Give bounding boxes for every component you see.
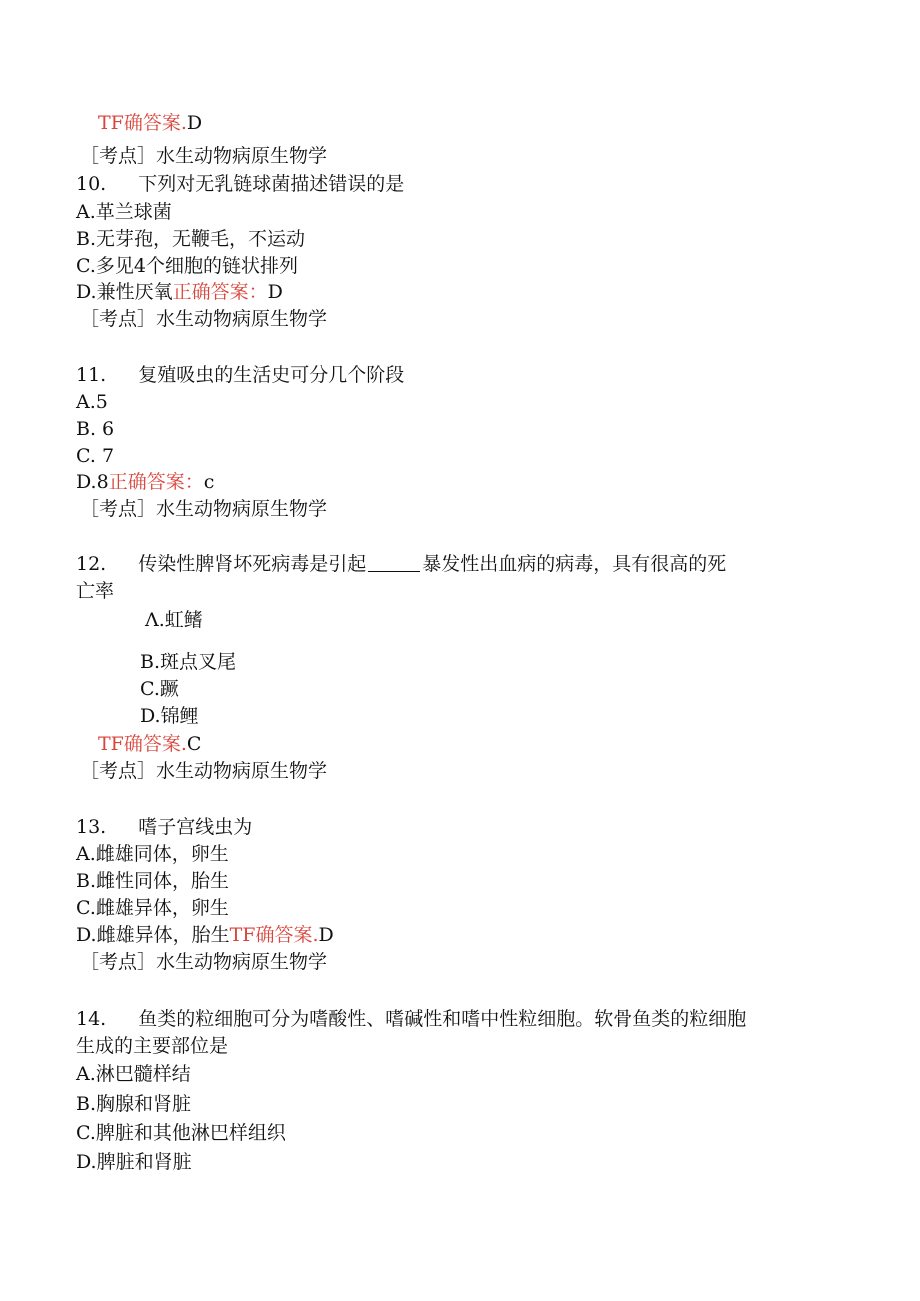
question-text-line2: 生成的主要部位是 xyxy=(76,1035,229,1057)
question-number: 10. xyxy=(76,173,107,195)
topic: ［考点］水生动物病原生物学 xyxy=(80,308,328,330)
option-d xyxy=(76,922,334,948)
answer-value: D xyxy=(318,924,334,946)
topic: ［考点］水生动物病原生物学 xyxy=(80,498,328,520)
question-14 xyxy=(76,1006,746,1032)
option-b: B. 6 xyxy=(76,418,115,440)
option-b: B.无芽孢，无鞭毛，不运动 xyxy=(76,228,306,250)
question-13 xyxy=(76,814,252,840)
question-10 xyxy=(76,171,404,197)
answer xyxy=(98,731,201,757)
option-c: C.雌雄异体，卵生 xyxy=(76,897,229,919)
question-number: 11. xyxy=(76,364,107,386)
option-a: A.5 xyxy=(76,391,108,413)
answer-label: TF确答案. xyxy=(98,112,187,134)
topic: ［考点］水生动物病原生物学 xyxy=(80,951,328,973)
answer-value: D xyxy=(186,112,203,134)
option-d xyxy=(76,279,283,305)
answer-label: TF确答案. xyxy=(98,733,187,755)
option-a: A.雌雄同体，卵生 xyxy=(76,843,229,865)
question-number: 14. xyxy=(76,1008,107,1030)
answer-label: 正确答案： xyxy=(172,281,268,303)
option-a: Λ.虹鳍 xyxy=(145,609,203,631)
topic: ［考点］水生动物病原生物学 xyxy=(80,760,328,782)
option-c: C.脾脏和其他淋巴样组织 xyxy=(76,1122,286,1144)
option-a: A.革兰球菌 xyxy=(76,201,172,223)
option-c: C.蹶 xyxy=(140,678,179,700)
option-d xyxy=(76,469,214,495)
option-b: B.胸腺和肾脏 xyxy=(76,1093,192,1115)
question-12 xyxy=(76,551,726,577)
option-d: D.脾脏和肾脏 xyxy=(76,1151,192,1173)
question-number: 12. xyxy=(76,553,107,575)
question-text: 嗜子宫线虫为 xyxy=(138,816,253,838)
fill-blank xyxy=(368,555,420,572)
answer-value: C xyxy=(186,733,202,755)
prev-topic: ［考点］水生动物病原生物学 xyxy=(80,145,328,167)
option-d-text: D.8 xyxy=(76,471,109,493)
option-a: A.淋巴髓样结 xyxy=(76,1063,191,1085)
answer-label: 正确答案： xyxy=(108,471,204,493)
answer-value: D xyxy=(267,281,283,303)
option-c: C. 7 xyxy=(76,445,115,467)
option-d: D.锦鲤 xyxy=(140,705,199,727)
option-b: B.斑点叉尾 xyxy=(140,651,237,673)
question-text-continued: 暴发性出血病的病毒，具有很高的死 xyxy=(422,553,727,575)
answer-value: c xyxy=(203,471,215,493)
question-number: 13. xyxy=(76,816,107,838)
question-text-line2: 亡率 xyxy=(76,580,115,602)
answer-label: TF确答案. xyxy=(229,924,319,946)
option-d-text: D.雌雄异体，胎生 xyxy=(76,924,230,946)
question-text: 下列对无乳链球菌描述错误的是 xyxy=(138,173,405,195)
question-text: 鱼类的粒细胞可分为嗜酸性、嗜碱性和嗜中性粒细胞。软骨鱼类的粒细胞 xyxy=(138,1008,747,1030)
question-11 xyxy=(76,362,404,388)
prev-answer xyxy=(98,110,202,136)
question-text: 复殖吸虫的生活史可分几个阶段 xyxy=(138,364,405,386)
option-d-text: D.兼性厌氧 xyxy=(76,281,173,303)
option-c: C.多见4个细胞的链状排列 xyxy=(76,255,298,277)
question-text: 传染性脾肾坏死病毒是引起 xyxy=(138,553,367,575)
option-b: B.雌性同体，胎生 xyxy=(76,870,230,892)
